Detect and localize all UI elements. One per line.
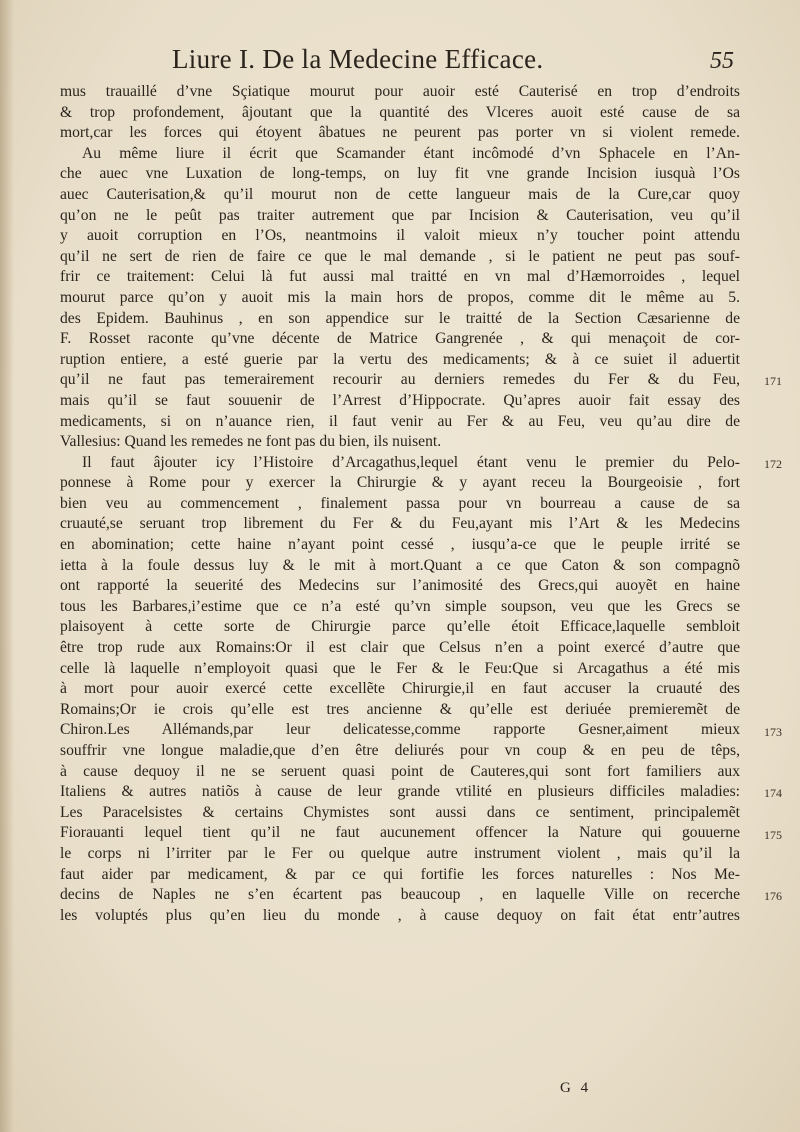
body-text bbox=[60, 82, 740, 926]
text-line: ruption entiere, a esté guerie par la vertu des medicaments; & à ce suiet il aduertit bbox=[60, 350, 740, 368]
text-line: mourut parce qu’on y auoit mis la main hors de propos, comme dit le même au 5. bbox=[60, 288, 740, 306]
text-line: le corps ni l’irriter par le Fer ou quelque autre instrument violent , mais qu’il la bbox=[60, 844, 740, 862]
text-line: ponnese à Rome pour y exercer la Chirurgie & y ayant receu la Bourgeoisie , fort bbox=[60, 474, 740, 492]
text-line: des Epidem. Bauhinus , en son appendice sur le traitté de la Section Cæsarienne de bbox=[60, 309, 740, 327]
text-line: les voluptés plus qu’en lieu du monde , à cause dequoy on fait état entr’autres bbox=[60, 906, 740, 924]
text-line: à mort pour auoir exercé cette excellẽte Chirurgie,il en faut accuser la cruauté des bbox=[60, 680, 740, 698]
text-line: ietta à la foule dessus luy & le mit à mort.Quant a ce que Caton & son compagnõ bbox=[60, 556, 740, 574]
text-line: F. Rosset raconte qu’vne décente de Matrice Gangrenée , & qui menaçoit de cor- bbox=[60, 330, 740, 348]
text-line: mais qu’il se faut souuenir de l’Arrest d’Hippocrate. Qu’apres auoir fait essay des bbox=[60, 391, 740, 409]
margin-note: 171 bbox=[764, 374, 782, 389]
text-line: decins de Naples ne s’en écartent pas beaucoup , en laquelle Ville on recerche bbox=[60, 886, 740, 904]
margin-note: 176 bbox=[764, 889, 782, 904]
text-line: celle là laquelle n’employoit quasi que le Fer & le Feu:Que si Arcagathus a été mis bbox=[60, 659, 740, 677]
margin-note: 172 bbox=[764, 456, 782, 471]
text-line: cruauté,se seruant trop librement du Fer & du Feu,ayant mis l’Art & les Medecins bbox=[60, 515, 740, 533]
text-line: ont rapporté la seuerité des Medecins sur l’animosité des Grecs,qui auoyẽt en haine bbox=[60, 577, 740, 595]
text-line: faut aider par medicament, & par ce qui fortifie les forces naturelles : Nos Me- bbox=[60, 865, 740, 883]
text-line: Fiorauanti lequel tient qu’il ne faut aucunement offencer la Nature qui gouuerne bbox=[60, 824, 740, 842]
text-line: Italiens & autres natiõs à cause de leur grande vtilité en plusieurs difficiles maladies: bbox=[60, 783, 740, 801]
page-number: 55 bbox=[710, 48, 734, 74]
text-line: souffrir vne longue maladie,que d’en être deliurés pour vn coup & en peu de têps, bbox=[60, 742, 740, 759]
page-header bbox=[60, 44, 740, 84]
text-line: bien veu au commencement , finalement passa pour vn bourreau a cause de sa bbox=[60, 494, 740, 512]
signature-mark: G 4 bbox=[560, 1080, 592, 1096]
text-line: auec Cauterisation,& qu’il mourut non de cette langueur mais de la Cure,car quoy bbox=[60, 185, 740, 203]
text-line: mort,car les forces qui étoyent âbatues ne peurent pas porter vn si violent remede. bbox=[60, 124, 740, 142]
text-line: medicaments, si on n’auance rien, il faut venir au Fer & au Feu, veu qu’au dire de bbox=[60, 412, 740, 430]
text-line: être trop rude aux Romains:Or il est clair que Celsus n’en a point exercé d’autre que bbox=[60, 639, 740, 657]
text-line: qu’on ne le peût pas traiter autrement que par Incision & Cauterisation, veu qu’il bbox=[60, 206, 740, 224]
text-line: mus trauaillé d’vne Sçiatique mourut pour auoir esté Cauterisé en trop d’endroits bbox=[60, 83, 740, 100]
text-line: tous les Barbares,i’estime que ce n’a esté qu’vn simple soupson, veu que les Grecs se bbox=[60, 597, 740, 615]
page-gutter-shadow bbox=[0, 0, 14, 1132]
text-line: plaisoyent à cette sorte de Chirurgie parce qu’elle étoit Efficace,laquelle sembloit bbox=[60, 618, 740, 636]
text-line: à cause dequoy il ne se seruent quasi point de Cauteres,qui sont fort familiers aux bbox=[60, 762, 740, 780]
margin-note: 174 bbox=[764, 786, 782, 801]
text-line: y auoit corruption en l’Os, neantmoins il valoit mieux n’y toucher point attendu bbox=[60, 227, 740, 245]
text-line: Il faut âjouter icy l’Histoire d’Arcagathus,lequel étant venu le premier du Pelo- bbox=[82, 453, 740, 471]
text-line: en abomination; cette haine n’ayant point cessé , iusqu’a-ce que le peuple irrité se bbox=[60, 536, 740, 554]
text-line: Vallesius: Quand les remedes ne font pas du bien, ils nuisent. bbox=[60, 433, 442, 451]
text-line: qu’il ne faut pas temerairement recourir au derniers remedes du Fer & du Feu, bbox=[60, 371, 740, 389]
text-line: Les Paracelsistes & certains Chymistes sont aussi dans ce sentiment, principalemẽt bbox=[60, 803, 740, 821]
text-line: Romains;Or ie crois qu’elle est tres ancienne & qu’elle est deriuée premieremẽt de bbox=[60, 700, 740, 718]
text-line: & trop profondement, âjoutant que la quantité des Vlceres auoit esté cause de sa bbox=[60, 103, 740, 121]
margin-note: 173 bbox=[764, 724, 782, 739]
running-title: Liure I. De la Medecine Efficace. bbox=[172, 44, 544, 74]
text-line: Chiron.Les Allémands,par leur delicatesse,comme rapporte Gesner,aiment mieux bbox=[60, 721, 740, 739]
text-line: Au même liure il écrit que Scamander étant incômodé d’vn Sphacele en l’An- bbox=[82, 144, 740, 162]
text-line: qu’il ne sert de rien de faire ce que le mal demande , si le patient ne peut pas souf- bbox=[60, 247, 740, 265]
text-line: frir ce traitement: Celui là fut aussi mal traitté en vn mal d’Hæmorroides , lequel bbox=[60, 268, 740, 286]
text-line: che auec vne Luxation de long-temps, on luy fit vne grande Incision iusquà l’Os bbox=[60, 165, 740, 183]
margin-note: 175 bbox=[764, 827, 782, 842]
